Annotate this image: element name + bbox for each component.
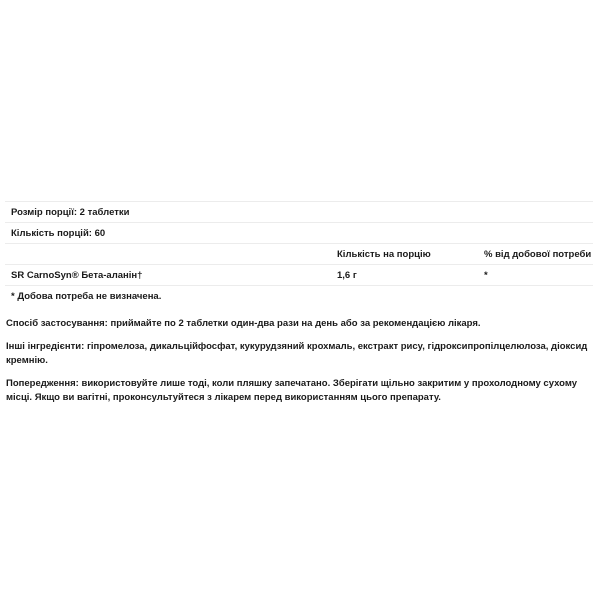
header-daily-value: % від добової потреби — [484, 248, 592, 260]
other-ingredients: Інші інгредієнти: гіпромелоза, дикальційфосфат, кукурудзяний крохмаль, екстракт рису, гідроксипропілцелюлоза, діоксид кремнію. — [6, 341, 588, 366]
serving-size: Розмір порції: 2 таблетки — [11, 206, 130, 218]
serving-size-row — [5, 202, 593, 223]
footnote: * Добова потреба не визначена. — [11, 291, 162, 302]
servings-count: Кількість порцій: 60 — [11, 227, 106, 239]
ingredient-daily-value: * — [484, 269, 488, 281]
footnote-row — [5, 286, 593, 307]
table-header-row — [5, 244, 593, 265]
ingredient-amount: 1,6 г — [337, 269, 357, 281]
supplement-facts-table — [5, 201, 593, 307]
ingredient-name: SR CarnoSyn® Бета-аланін† — [11, 269, 143, 281]
servings-count-row — [5, 223, 593, 244]
header-amount: Кількість на порцію — [337, 248, 431, 260]
usage-instructions: Спосіб застосування: приймайте по 2 таблетки один-два рази на день або за рекомендацією лікаря. — [6, 318, 481, 329]
warning-text: Попередження: використовуйте лише тоді, коли пляшку запечатано. Зберігати щільно закритим у прохолодному сухому місці. Якщо ви вагітні, проконсультуйтеся з лікарем перед використанням цього препарату. — [6, 378, 578, 403]
table-row — [5, 265, 593, 286]
